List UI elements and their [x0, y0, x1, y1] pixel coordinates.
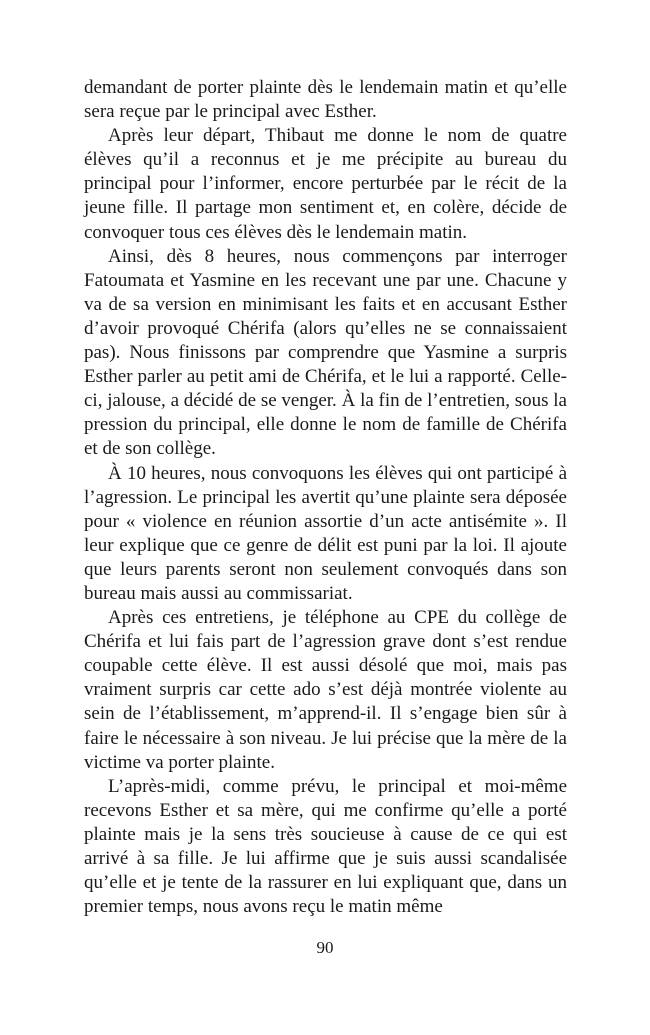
- paragraph-5: Après ces entretiens, je téléphone au CPE du collège de Chérifa et lui fais part de l’agression grave dont s’est rendue coupable cette élève. Il est aussi désolé que moi, mais pas vraiment surpris car cette ado s’est déjà montrée violente au sein de l’établissement, m’apprend-il. Il s’engage bien sûr à faire le nécessaire à son niveau. Je lui précise que la mère de la victime va porter plainte.: [84, 607, 567, 773]
- paragraph-1: demandant de porter plainte dès le lendemain matin et qu’elle sera reçue par le principal avec Esther.: [84, 77, 567, 123]
- page-body: [84, 76, 567, 919]
- paragraph-6: L’après-midi, comme prévu, le principal et moi-même recevons Esther et sa mère, qui me confirme qu’elle a porté plainte mais je la sens très soucieuse à cause de ce qui est arrivé à sa fille. Je lui affirme que je suis aussi scandalisée qu’elle et je tente de la rassurer en lui expliquant que, dans un premier temps, nous avons reçu le matin même: [84, 775, 567, 918]
- paragraph-4: À 10 heures, nous convoquons les élèves qui ont participé à l’agression. Le principal les avertit qu’une plainte sera déposée pour « violence en réunion assortie d’un acte antisémite ». Il leur explique que ce genre de délit est puni par la loi. Il ajoute que leurs parents seront non seulement convoqués dans son bureau mais aussi au commissariat.: [84, 462, 567, 604]
- paragraph-3: Ainsi, dès 8 heures, nous commençons par interroger Fatoumata et Yasmine en les recevant une par une. Chacune y va de sa version en minimisant les faits et en accusant Esther d’avoir provoqué Chérifa (alors qu’elles ne se connaissaient pas). Nous finissons par comprendre que Yasmine a surpris Esther parler au petit ami de Chérifa, et le lui a rapporté. Celle-ci, jalouse, a décidé de se venger. À la fin de l’entretien, sous la pression du principal, elle donne le nom de famille de Chérifa et de son collège.: [84, 245, 567, 460]
- paragraph-2: Après leur départ, Thibaut me donne le nom de quatre élèves qu’il a reconnus et je me précipite au bureau du principal pour l’informer, encore perturbée par le récit de la jeune fille. Il partage mon sentiment et, en colère, décide de convoquer tous ces élèves dès le lendemain matin.: [84, 125, 567, 243]
- page-number: 90: [316, 938, 334, 957]
